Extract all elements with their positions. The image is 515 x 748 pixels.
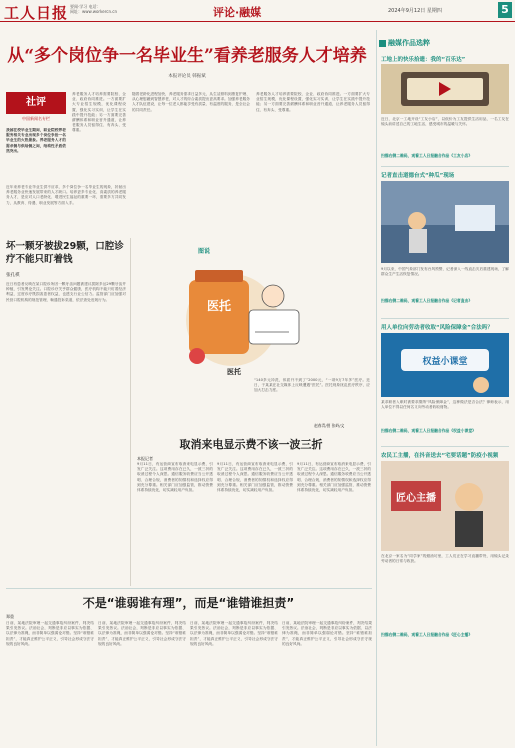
main-body-column: 近年来养老专业毕业生供不应求，多个岗位争一名毕业生的现象，折射出养老服务业快速发展带来的人才缺口。培养更多专业化、高素质的养老服务人才，是应对人口老龄化、增进民生福祉的重要一环，需要多方共同发力，从教育、待遇、职业发展等方面入手。 xyxy=(6,185,126,205)
doctor-desk xyxy=(249,310,299,344)
cartoon-caption: “140多元冲洗，体质升不到了”2000元，“一项9万7年多”医疗。近日，于某某在社交媒体上反映遭遇“医托”。医托现象扰乱医疗秩序，应加大打击力度。 xyxy=(254,378,370,393)
sidebar-divider xyxy=(381,166,509,167)
main-body-column: 随着老龄化进程加快，养老服务需求日益多元，从生活照料到康复护理、从心理慰藉到智慧养老，对人才的综合素质提出更高要求。加强养老服务人才队伍建设，让每一位老人都能享受有质量、有温度的服务，是全社会的共同责任。 xyxy=(132,92,250,112)
sidebar-header xyxy=(379,38,511,50)
sidebar-item3-title[interactable]: 用人单位向劳动者收取“风险保障金”合法吗？ xyxy=(381,325,493,331)
video-thumbnail[interactable] xyxy=(381,461,509,551)
second-body: 近日有患者反映在某口腔诊所因一颗牙齿问题被建议拔除多达29颗牙齿并种植，引发舆论关注。口腔诊疗关乎群众健康，医疗机构不能只盯着经济利益，过度诊疗既损害患者权益，也透支行业公信力。监管部门应加强对民营口腔机构的规范管理，畅通投诉渠道，依法查处违规行为。 xyxy=(6,282,126,302)
bottom-body-column: 日前，某地法院审理一起交通事故纠纷案件，判决结果引发热议。法治社会，判断是非应以事实为依据、以法律为准绳，而非简单以强弱论对错。坚持“谁错谁担责”，才能真正维护公平正义，引导社会形成守法守规的良好风尚。 xyxy=(190,621,278,646)
middle-body-column: 9月11日，有运营商宣布取消来电显示费，引发广泛关注。这项费用存在已久，一波三折的取消过程令人深思。通信服务收费应当公开透明、合理合规，消费者的知情权和选择权应得到充分尊重。相关部门应加强监管，推动资费体系持续优化，切实减轻用户负担。 xyxy=(217,462,293,493)
medicine-bottle xyxy=(189,280,249,354)
sneaker xyxy=(189,348,205,364)
middle-author: 本报记者 xyxy=(137,456,153,461)
main-byline: 本报评论员 韩振斌 xyxy=(168,74,206,79)
middle-body-column: 9月11日，有运营商宣布取消来电显示费，引发广泛关注。这项费用存在已久，一波三折的取消过程令人深思。通信服务收费应当公开透明、合理合规，消费者的知情权和选择权应得到充分尊重。相关部门应加强监管，推动资费体系持续优化，切实减轻用户负担。 xyxy=(297,462,371,493)
masthead xyxy=(0,0,515,22)
main-body-column: 养老服务人才培养需要院校、企业、政府协同推进。一方面要扩大专业招生规模，优化课程设置，强化实习实训，让学生在实践中提升技能；另一方面要完善薪酬体系和职业晋升通道，让养老服务人员留得住、有奔头、受尊重。 xyxy=(256,92,370,112)
article-divider xyxy=(6,588,372,589)
sidebar-item2-link[interactable]: 扫描右侧二维码，观看工人日报融合作品《记者直击》 xyxy=(381,298,473,303)
video-thumbnail[interactable] xyxy=(381,181,509,263)
sidebar-item4-text: 在北京一家名为“同学家”的蜡油坊里，工人们正在学习直播带货，用镜头记录劳动者的日常与收获。 xyxy=(381,554,509,564)
bottom-body-column: 日前，某地法院审理一起交通事故纠纷案件，判决结果引发热议。法治社会，判断是非应以事实为依据、以法律为准绳，而非简单以强弱论对错。坚持“谁错谁担责”，才能真正维护公平正义，引导社会形成守法守规的良好风尚。 xyxy=(98,621,186,646)
sidebar-item2-text: 9月以来，中国气象部门发布台风预警，记者深入一线直击灾后重建现场，了解群众生产生活恢复情况。 xyxy=(381,267,509,277)
editorial-badge-sub: 中国新闻名专栏 xyxy=(22,116,50,121)
banner-text: 权益小课堂 xyxy=(422,357,468,367)
cartoon-title: 医托 xyxy=(227,368,241,376)
section-name: 评论·融媒 xyxy=(213,6,262,19)
main-headline[interactable]: 从“多个岗位争一名毕业生”看养老服务人才培养 xyxy=(7,46,367,66)
main-body-column: 养老服务人才培养需要院校、企业、政府协同推进。一方面要扩大专业招生规模，优化课程设置，强化实习实训，让学生在实践中提升技能；另一方面要完善薪酬体系和职业晋升通道，让养老服务人员留得住、有奔头、受尊重。 xyxy=(72,92,126,133)
cartoon-author: 赵春青/图 张岭/文 xyxy=(314,423,345,428)
middle-body-column: 9月11日，有运营商宣布取消来电显示费，引发广泛关注。这项费用存在已久，一波三折的取消过程令人深思。通信服务收费应当公开透明、合理合规，消费者的知情权和选择权应得到充分尊重。相关部门应加强监管，推动资费体系持续优化，切实减轻用户负担。 xyxy=(137,462,213,493)
bottom-body-column: 日前，某地法院审理一起交通事故纠纷案件，判决结果引发热议。法治社会，判断是非应以事实为依据、以法律为准绳，而非简单以强弱论对错。坚持“谁错谁担责”，才能真正维护公平正义，引导社会形成守法守规的良好风尚。 xyxy=(6,621,94,646)
bottom-headline[interactable]: 不是“谁弱谁有理”，而是“谁错谁担责” xyxy=(82,596,295,610)
masthead-info xyxy=(70,4,117,14)
masthead-info-line: 要闻·学习 电话： xyxy=(70,4,101,9)
section-mark-icon xyxy=(379,40,386,47)
bottom-author: 郑重 xyxy=(6,614,14,619)
sidebar-item1-title[interactable]: 工地上的快乐拾遗：我的“百乐达” xyxy=(381,57,466,63)
masthead-info-line: 网址：www.workercn.cn xyxy=(70,9,118,14)
sidebar-divider xyxy=(381,446,509,447)
sidebar-item3-link[interactable]: 扫描右侧二维码，观看工人日报融合作品《权益小课堂》 xyxy=(381,428,476,433)
middle-headline[interactable]: 取消来电显示费不该一波三折 xyxy=(179,438,323,451)
sidebar-item1-text: 近日，北京一工地开设“工友小店”，以低价为工友提供生活用品，一名工友在镜头前讲述自己的工地生活，感受城市的温暖与关怀。 xyxy=(381,117,509,127)
video-thumbnail[interactable] xyxy=(381,64,509,114)
column-divider xyxy=(130,238,131,586)
video-thumbnail[interactable] xyxy=(381,333,509,397)
second-headline[interactable]: 坏一颗牙被拔29颗，口腔诊疗不能只盯着钱 xyxy=(6,241,124,265)
page-number: 5 xyxy=(498,2,512,18)
issue-date: 2024年9月12日 星期四 xyxy=(388,8,442,14)
sidebar-item2-title[interactable]: 记者直击道德台式“种瓜”现场 xyxy=(381,173,455,179)
bottle-text: 医托 xyxy=(206,299,232,313)
bottle-cap xyxy=(195,270,243,282)
doctor-head xyxy=(262,285,284,307)
editorial-badge: 社评 xyxy=(6,92,66,114)
sidebar-divider xyxy=(381,318,509,319)
second-author: 张孔祺 xyxy=(6,273,20,278)
newspaper-logo[interactable]: 工人日报 xyxy=(4,4,69,22)
cartoon-label: 图说 xyxy=(198,248,211,255)
bottom-body-column: 日前，某地法院审理一起交通事故纠纷案件，判决结果引发热议。法治社会，判断是非应以事实为依据、以法律为准绳，而非简单以强弱论对错。坚持“谁错谁担责”，才能真正维护公平正义，引导社会形成守法守规的良好风尚。 xyxy=(282,621,372,646)
sidebar-item1-link[interactable]: 扫描右侧二维码，观看工人日报融合作品《工友小店》 xyxy=(381,153,473,158)
banner-text: 匠心主播 xyxy=(396,493,436,504)
cartoon-illustration xyxy=(137,256,377,374)
main-lead: 我国在校毕业生期间，职业院校养老服务相关专业出现多个岗位争抢一名毕业生的火热景象。养老服务人才的需求侧与供给侧之间，结构性矛盾依然突出。 xyxy=(6,128,66,153)
sidebar-item4-title[interactable]: 农民工主播，在抖音送去“宅要话题”防疫小视频 xyxy=(381,453,499,459)
sidebar-item4-link[interactable]: 扫描右侧二维码，观看工人日报融合作品《匠心主播》 xyxy=(381,632,473,637)
sidebar-item3-text: 某求职者入职时被要求缴纳“风险保障金”，这种做法是否合法？律师表示，用人单位不得以任何名义向劳动者收取财物。 xyxy=(381,400,509,410)
sidebar-header-text: 融媒作品选粹 xyxy=(388,39,430,47)
